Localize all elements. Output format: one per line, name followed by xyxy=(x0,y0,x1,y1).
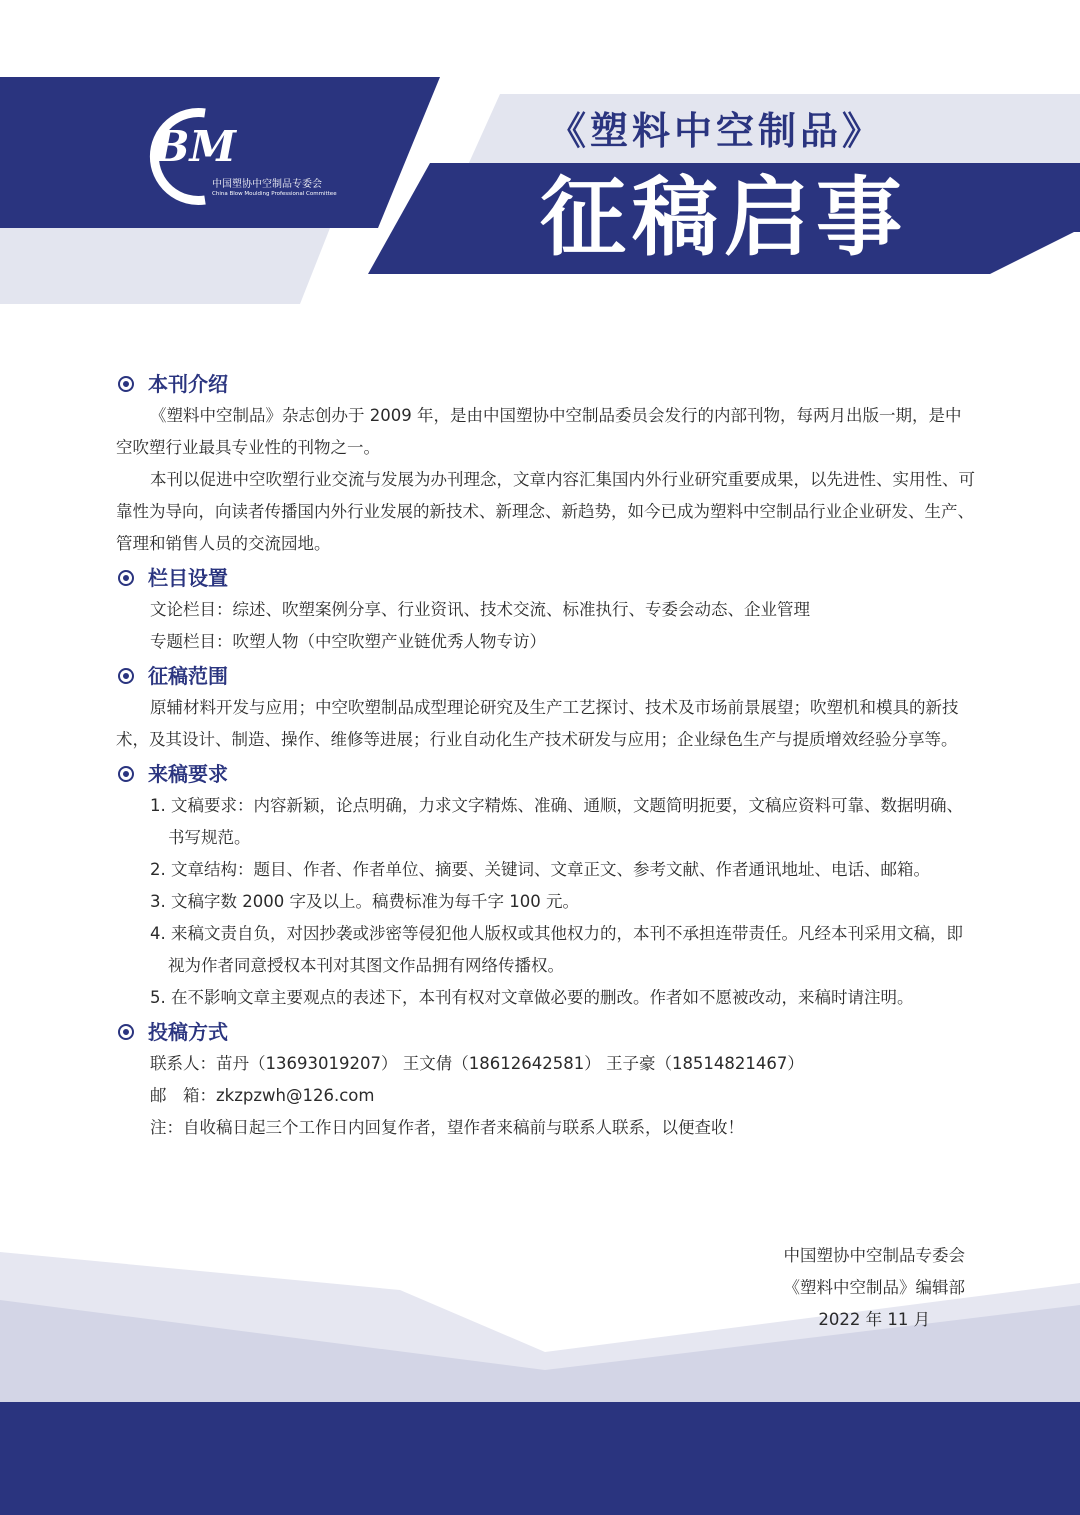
bullet-circle-icon xyxy=(118,766,134,782)
email-line: 邮 箱：zkzpzwh@126.com xyxy=(150,1086,375,1105)
requirement-item: 4. 来稿文责自负，对因抄袭或涉密等侵犯他人版权或其他权力的，本刊不承担连带责任。凡经本刊采用文稿，即视为作者同意授权本刊对其图文作品拥有网络传播权。 xyxy=(150,924,963,975)
page-title: 征稿启事 xyxy=(540,168,908,268)
header-light-band xyxy=(0,228,330,304)
logo-subtitle: 中国塑协中空制品专委会 xyxy=(212,179,322,190)
columns-line-1: 文论栏目：综述、吹塑案例分享、行业资讯、技术交流、标准执行、专委会动态、企业管理 xyxy=(150,600,810,619)
bullet-circle-icon xyxy=(118,570,134,586)
columns-line-2: 专题栏目：吹塑人物（中空吹塑产业链优秀人物专访） xyxy=(150,632,546,651)
intro-paragraph-1: 《塑料中空制品》杂志创办于 2009 年，是由中国塑协中空制品委员会发行的内部刊物，每两月出版一期，是中空吹塑行业最具专业性的刊物之一。 xyxy=(116,406,962,457)
signature-block xyxy=(784,1240,966,1336)
section-heading-requirements: 来稿要求 xyxy=(116,758,976,790)
footer-date: 2022 年 11 月 xyxy=(818,1310,931,1329)
journal-title: 《塑料中空制品》 xyxy=(548,109,885,153)
logo-letters: BM xyxy=(154,122,236,171)
section-heading-scope: 征稿范围 xyxy=(116,660,976,692)
logo-english: China Blow Moulding Professional Committee xyxy=(212,191,337,197)
contacts-line: 联系人：苗丹（13693019207） 王文倩（18612642581） 王子豪（18514821467） xyxy=(150,1054,804,1073)
note-line: 注：自收稿日起三个工作日内回复作者，望作者来稿前与联系人联系，以便查收！ xyxy=(150,1118,744,1137)
section-heading-submit: 投稿方式 xyxy=(116,1016,976,1048)
bullet-circle-icon xyxy=(118,668,134,684)
footer-navy-bar xyxy=(0,1402,1080,1515)
section-heading-intro: 本刊介绍 xyxy=(116,368,976,400)
bullet-circle-icon xyxy=(118,1024,134,1040)
section-heading-columns: 栏目设置 xyxy=(116,562,976,594)
requirement-item: 3. 文稿字数 2000 字及以上。稿费标准为每千字 100 元。 xyxy=(150,892,579,911)
main-content xyxy=(116,366,976,1144)
requirement-item: 1. 文稿要求：内容新颖，论点明确，力求文字精炼、准确、通顺，文题简明扼要，文稿应资料可靠、数据明确、书写规范。 xyxy=(150,796,963,847)
bullet-circle-icon xyxy=(118,376,134,392)
footer-org: 中国塑协中空制品专委会 xyxy=(783,1246,965,1265)
footer-dept: 《塑料中空制品》编辑部 xyxy=(783,1278,965,1297)
scope-paragraph: 原辅材料开发与应用；中空吹塑制品成型理论研究及生产工艺探讨、技术及市场前景展望；吹塑机和模具的新技术，及其设计、制造、操作、维修等进展；行业自动化生产技术研发与应用；企业绿色生产与提质增效经验分享等。 xyxy=(116,698,959,749)
requirement-item: 2. 文章结构：题目、作者、作者单位、摘要、关键词、文章正文、参考文献、作者通讯地址、电话、邮箱。 xyxy=(150,860,930,879)
intro-paragraph-2: 本刊以促进中空吹塑行业交流与发展为办刊理念，文章内容汇集国内外行业研究重要成果，以先进性、实用性、可靠性为导向，向读者传播国内外行业发展的新技术、新理念、新趋势，如今已成为塑料中空制品行业企业研发、生产、管理和销售人员的交流园地。 xyxy=(116,470,975,553)
requirement-item: 5. 在不影响文章主要观点的表述下，本刊有权对文章做必要的删改。作者如不愿被改动，来稿时请注明。 xyxy=(150,988,914,1007)
